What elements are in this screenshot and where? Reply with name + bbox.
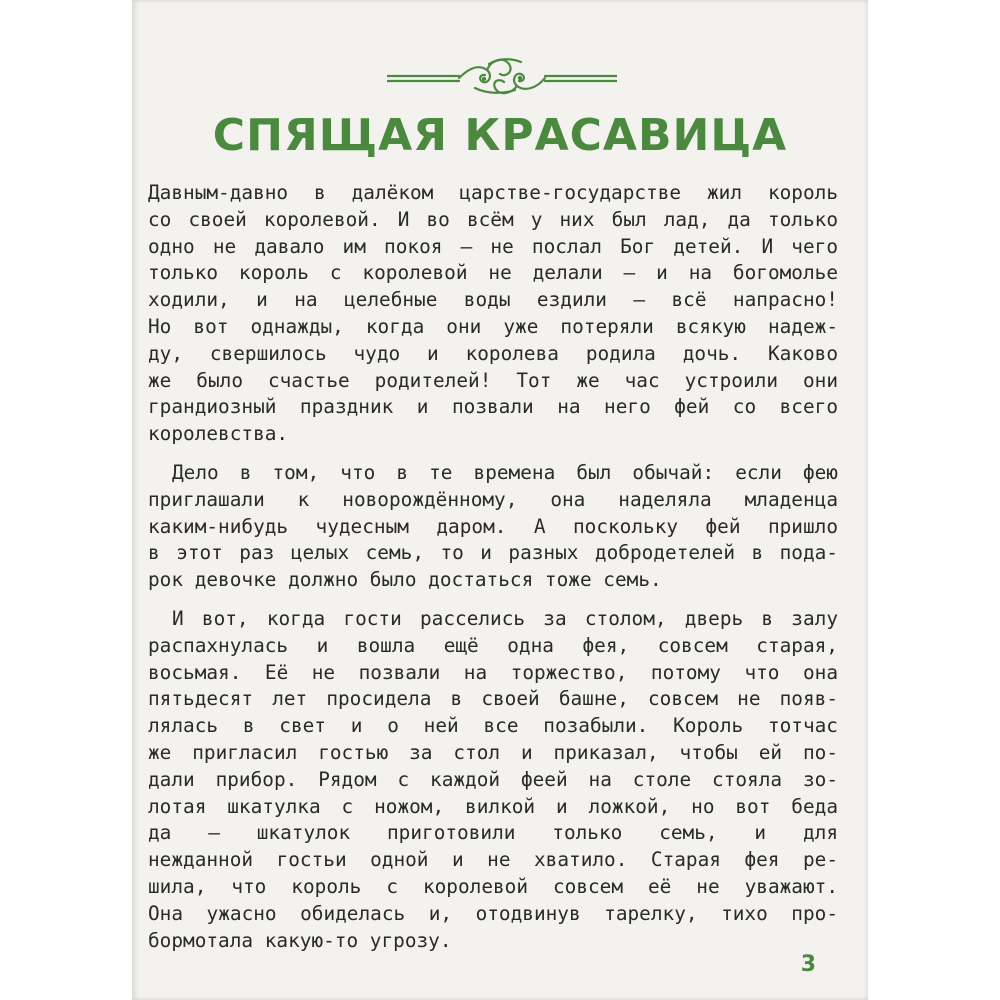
text-line: ду, свершилось чудо и королева родила дочь. Каково bbox=[148, 341, 838, 365]
text-line: дали прибор. Рядом с каждой феей на столе стояла зо- bbox=[148, 767, 838, 791]
text-line: восьмая. Её не позвали на торжество, потому что она bbox=[148, 660, 838, 684]
text-line: пятьдесят лет просидела в своей башне, совсем не появ- bbox=[148, 687, 838, 711]
text-line: каким-нибудь чудесным даром. А поскольку фей пришло bbox=[148, 514, 838, 538]
text-line: Дело в том, что в те времена был обычай: если фею bbox=[172, 460, 838, 484]
text-line: да — шкатулок приготовили только семь, и для bbox=[148, 821, 838, 845]
text-line: только король с королевой не делали — и на богомолье bbox=[148, 261, 838, 285]
text-line: распахнулась и вошла ещё одна фея, совсем старая, bbox=[148, 633, 838, 657]
text-line: грандиозный праздник и позвали на него фей со всего bbox=[148, 395, 838, 419]
text-line: же было счастье родителей! Тот же час устроили они bbox=[148, 368, 838, 392]
text-line: одно не давало им покоя — не послал Бог детей. И чего bbox=[148, 234, 838, 258]
text-line: ходили, и на целебные воды ездили — всё напрасно! bbox=[148, 288, 838, 312]
story-text bbox=[148, 180, 838, 954]
text-line: шила, что король с королевой совсем её не уважают. bbox=[148, 874, 838, 898]
flourish-ornament-icon bbox=[387, 50, 617, 102]
text-line: нежданной гостьи одной и не хватило. Старая фея ре- bbox=[148, 848, 838, 872]
text-line: рок девочке должно было достаться тоже семь. bbox=[148, 568, 662, 592]
text-line: со своей королевой. И во всём у них был лад, да только bbox=[148, 207, 838, 231]
text-line: бормотала какую-то угрозу. bbox=[148, 928, 452, 952]
text-line: Давным-давно в далёком царстве-государстве жил король bbox=[148, 181, 838, 204]
text-line: И вот, когда гости расселись за столом, дверь в залу bbox=[172, 606, 838, 630]
paragraph-2 bbox=[148, 460, 838, 594]
text-line: Она ужасно обиделась и, отодвинув тарелку, тихо про- bbox=[148, 901, 838, 925]
text-line: Но вот однажды, когда они уже потеряли всякую надеж- bbox=[148, 314, 838, 338]
text-line: в этот раз целых семь, то и разных добродетелей в пода- bbox=[148, 541, 838, 565]
paragraph-1 bbox=[148, 180, 838, 448]
book-page bbox=[132, 0, 868, 1000]
text-line: лотая шкатулка с ножом, вилкой и ложкой, но вот беда bbox=[148, 794, 838, 818]
page-number: 3 bbox=[800, 952, 816, 977]
text-line: лялась в свет и о ней все позабыли. Король тотчас bbox=[148, 714, 838, 738]
text-line: же пригласил гостью за стол и приказал, чтобы ей по- bbox=[148, 740, 838, 764]
page-title: СПЯЩАЯ КРАСАВИЦА bbox=[212, 110, 788, 161]
text-line: королевства. bbox=[148, 422, 289, 446]
text-line: приглашали к новорождённому, она наделяла младенца bbox=[148, 487, 838, 511]
paragraph-3 bbox=[148, 606, 838, 954]
